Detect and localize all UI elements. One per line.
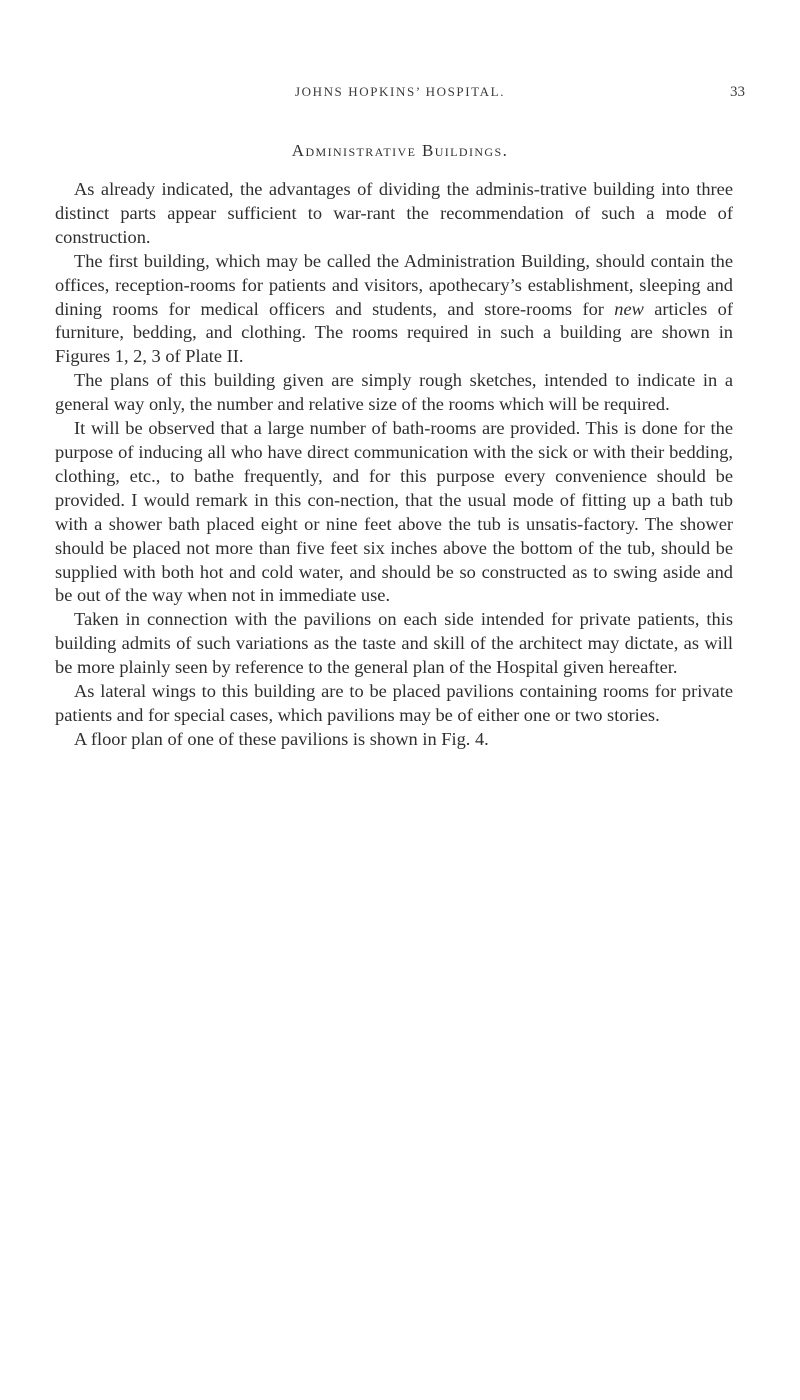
paragraph-2 (55, 250, 733, 370)
paragraph-5: Taken in connection with the pavilions on each side intended for private patients, this building admits of such variations as the taste and skill of the architect may dictate, as will be more plainly seen by reference to the general plan of the Hospital given hereafter. (55, 609, 733, 678)
body-text (55, 178, 733, 752)
paragraph-7: A floor plan of one of these pavilions is shown in Fig. 4. (74, 728, 489, 749)
paragraph-3: The plans of this building given are simply rough sketches, intended to indicate in a general way only, the number and relative size of the rooms which will be required. (55, 370, 733, 415)
section-heading: Administrative Buildings. (291, 141, 509, 160)
paragraph-1: As already indicated, the advantages of dividing the adminis-trative building into three distinct parts appear sufficient to war-rant the recommendation of such a mode of construction. (55, 179, 733, 247)
paragraph-4: It will be observed that a large number of bath-rooms are provided. This is done for the purpose of inducing all who have direct communication with the sick or with their bedding, clothing, etc., to bathe frequently, and for this purpose every convenience should be provided. I would remark in this con-nection, that the usual mode of fitting up a bath tub with a shower bath placed eight or nine feet above the tub is unsatis-factory. The shower should be placed not more than five feet six inches above the bottom of the tub, should be supplied with both hot and cold water, and should be so constructed as to swing aside and be out of the way when not in immediate use. (55, 418, 733, 606)
page-number: 33 (730, 84, 745, 100)
paragraph-2-text-b: articles of furniture, bedding, and clothing. The rooms required in such a building are shown in Figures 1, 2, 3 of Plate II. (55, 298, 733, 367)
running-head (0, 84, 800, 108)
paragraph-2-text-a: The first building, which may be called the Administration Building, should contain the offices, reception-rooms for patients and visitors, apothecary’s establishment, sleeping and dining rooms for medical officers and students, and store-rooms for (55, 250, 733, 319)
running-title: JOHNS HOPKINS’ HOSPITAL. (294, 84, 506, 99)
paragraph-2-emphasis: new (614, 298, 644, 319)
paragraph-6: As lateral wings to this building are to be placed pavilions containing rooms for private patients and for special cases, which pavilions may be of either one or two stories. (55, 681, 733, 725)
